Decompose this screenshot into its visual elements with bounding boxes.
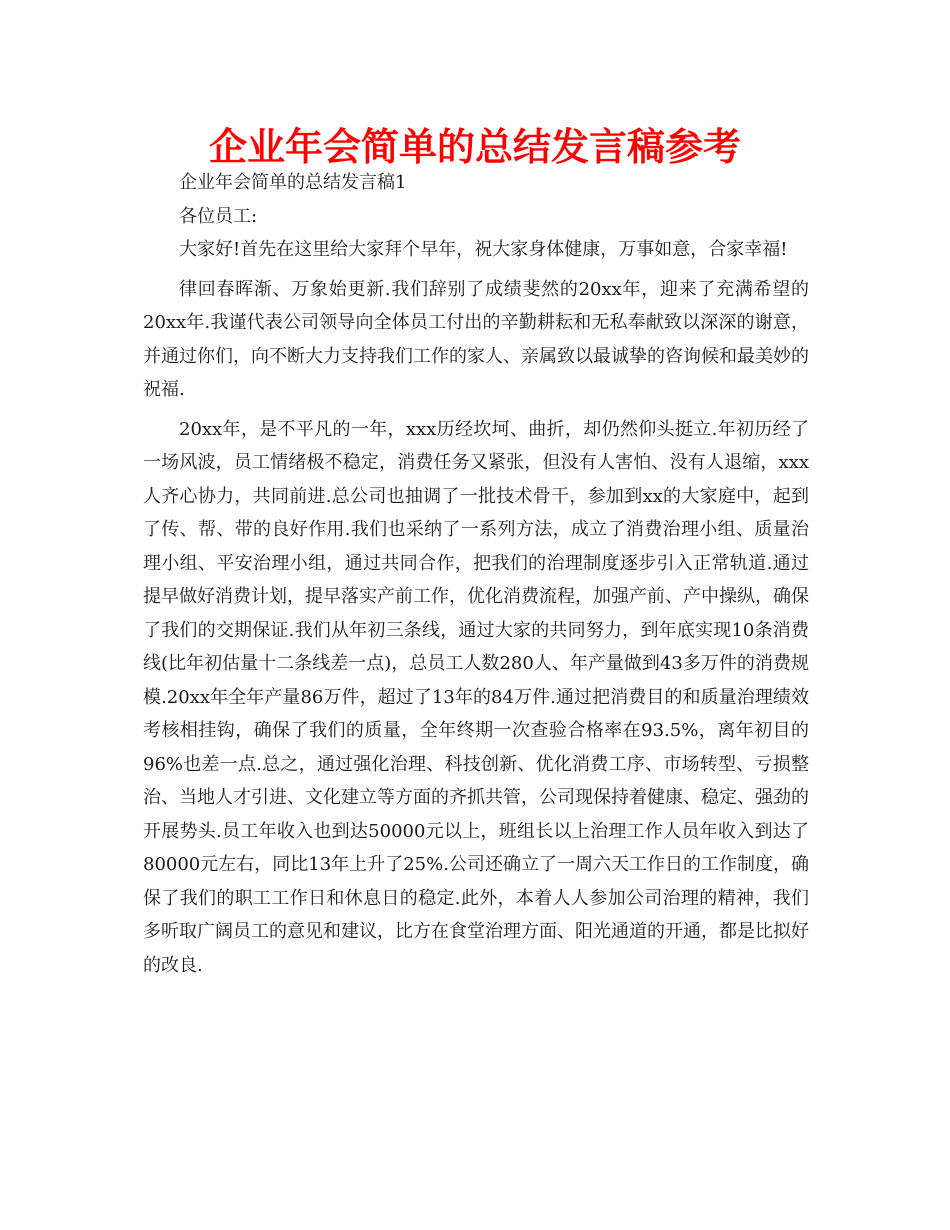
section-heading: 企业年会简单的总结发言稿1: [179, 172, 407, 193]
document-title: 企业年会简单的总结发言稿参考: [208, 125, 741, 169]
salutation: 各位员工:: [179, 205, 258, 227]
document-body: [143, 166, 809, 982]
paragraph-greeting: 大家好!首先在这里给大家拜个早年，祝大家身体健康，万事如意，合家幸福!: [179, 239, 788, 260]
paragraph-review: 20xx年，是不平凡的一年，xxx历经坎坷、曲折，却仍然仰头挺立.年初历经了一场风波，员工情绪极不稳定，消费任务又紧张，但没有人害怕、没有人退缩，xxx人齐心协力，共同前进.总公司也抽调了一批技术骨干，参加到xx的大家庭中，起到了传、帮、带的良好作用.我们也采纳了一系列方法，成立了消费治理小组、质量治理小组、平安治理小组，通过共同合作，把我们的治理制度逐步引入正常轨道.通过提早做好消费计划，提早落实产前工作，优化消费流程，加强产前、产中操纵，确保了我们的交期保证.我们从年初三条线，通过大家的共同努力，到年底实现10条消费线(比年初估量十二条线差一点)，总员工人数280人、年产量做到43多万件的消费规模.20xx年全年产量86万件，超过了13年的84万件.通过把消费目的和质量治理绩效考核相挂钩，确保了我们的质量，全年终期一次查验合格率在93.5%，离年初目的96%也差一点.总之，通过强化治理、科技创新、优化消费工序、市场转型、亏损整治、当地人才引进、文化建立等方面的齐抓共管，公司现保持着健康、稳定、强劲的开展势头.员工年收入也到达50000元以上，班组长以上治理工作人员年收入到达了80000元左右，同比13年上升了25%.公司还确立了一周六天工作日的工作制度，确保了我们的职工工作日和休息日的稳定.此外，本着人人参加公司治理的精神，我们多听取广阔员工的意见和建议，比方在食堂治理方面、阳光通道的开通，都是比拟好的改良.: [143, 418, 809, 976]
paragraph-thanks: 律回春晖渐、万象始更新.我们辞别了成绩斐然的20xx年，迎来了充满希望的20xx年.我谨代表公司领导向全体员工付出的辛勤耕耘和无私奉献致以深深的谢意，并通过你们，向不断大力支持我们工作的家人、亲属致以最诚挚的咨询候和最美妙的祝福.: [143, 278, 809, 400]
